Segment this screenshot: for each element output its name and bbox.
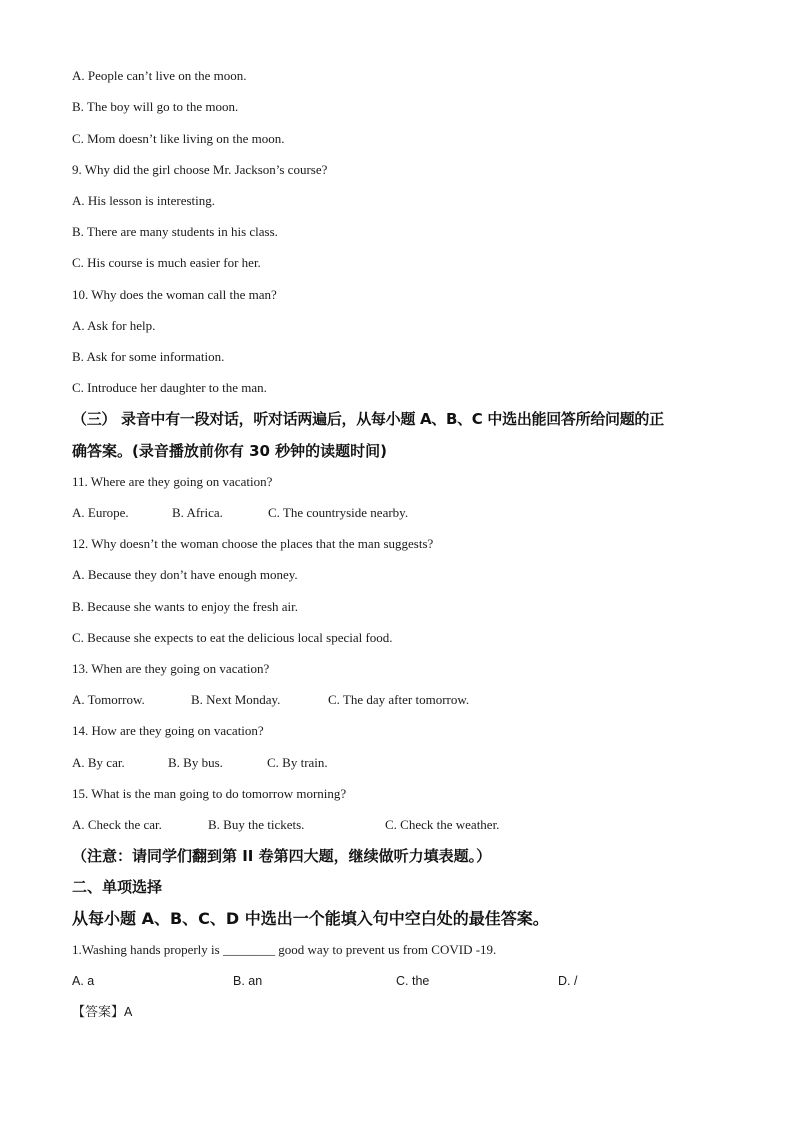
option-b: B. Buy the tickets. <box>208 817 305 832</box>
option-line: C. Mom doesn’t like living on the moon. <box>72 131 285 146</box>
option-line: C. Introduce her daughter to the man. <box>72 380 267 395</box>
option-b: B. an <box>233 974 263 988</box>
option-line: A. Ask for help. <box>72 318 156 333</box>
question-stem: 12. Why doesn’t the woman choose the places that the man suggests? <box>72 536 434 551</box>
answer-value: A <box>124 1005 133 1019</box>
option-a: A. Check the car. <box>72 817 162 832</box>
answer-line <box>72 1004 132 1021</box>
option-line: A. Because they don’t have enough money. <box>72 567 298 582</box>
question-stem: 9. Why did the girl choose Mr. Jackson’s course? <box>72 162 328 177</box>
question-stem: 1.Washing hands properly is ________ good way to prevent us from COVID -19. <box>72 942 497 957</box>
option-c: C. The countryside nearby. <box>268 505 409 520</box>
question-stem: 10. Why does the woman call the man? <box>72 287 277 302</box>
option-line: B. The boy will go to the moon. <box>72 99 239 114</box>
option-line: B. Because she wants to enjoy the fresh air. <box>72 599 298 614</box>
option-c: C. The day after tomorrow. <box>328 692 470 707</box>
option-a: A. Europe. <box>72 505 129 520</box>
option-line: B. Ask for some information. <box>72 349 225 364</box>
option-line: C. Because she expects to eat the delicious local special food. <box>72 630 393 645</box>
option-c: C. Check the weather. <box>385 817 500 832</box>
section-instruction: （三） 录音中有一段对话，听对话两遍后，从每小题 A、B、C 中选出能回答所给问题的正 <box>72 410 664 428</box>
option-b: B. Next Monday. <box>191 692 281 707</box>
option-line: A. His lesson is interesting. <box>72 193 215 208</box>
option-line: C. His course is much easier for her. <box>72 255 261 270</box>
option-c: C. By train. <box>267 755 328 770</box>
option-line: A. People can’t live on the moon. <box>72 68 247 83</box>
question-stem: 15. What is the man going to do tomorrow morning? <box>72 786 347 801</box>
option-b: B. Africa. <box>172 505 223 520</box>
option-c: C. the <box>396 974 430 988</box>
question-stem: 13. When are they going on vacation? <box>72 661 270 676</box>
part-instruction: 从每小题 A、B、C、D 中选出一个能填入句中空白处的最佳答案。 <box>72 909 549 928</box>
note-text: （注意：请同学们翻到第 II 卷第四大题，继续做听力填表题。） <box>72 847 492 865</box>
option-a: A. Tomorrow. <box>72 692 145 707</box>
option-b: B. By bus. <box>168 755 223 770</box>
answer-tag: 【答案】 <box>72 1005 125 1020</box>
option-a: A. By car. <box>72 755 125 770</box>
option-line: B. There are many students in his class. <box>72 224 278 239</box>
question-stem: 14. How are they going on vacation? <box>72 723 264 738</box>
option-d: D. / <box>558 974 578 988</box>
part-heading: 二、单项选择 <box>72 878 163 896</box>
section-instruction-cont: 确答案。(录音播放前你有 30 秒钟的读题时间) <box>72 442 388 460</box>
question-stem: 11. Where are they going on vacation? <box>72 474 273 489</box>
option-a: A. a <box>72 974 95 988</box>
